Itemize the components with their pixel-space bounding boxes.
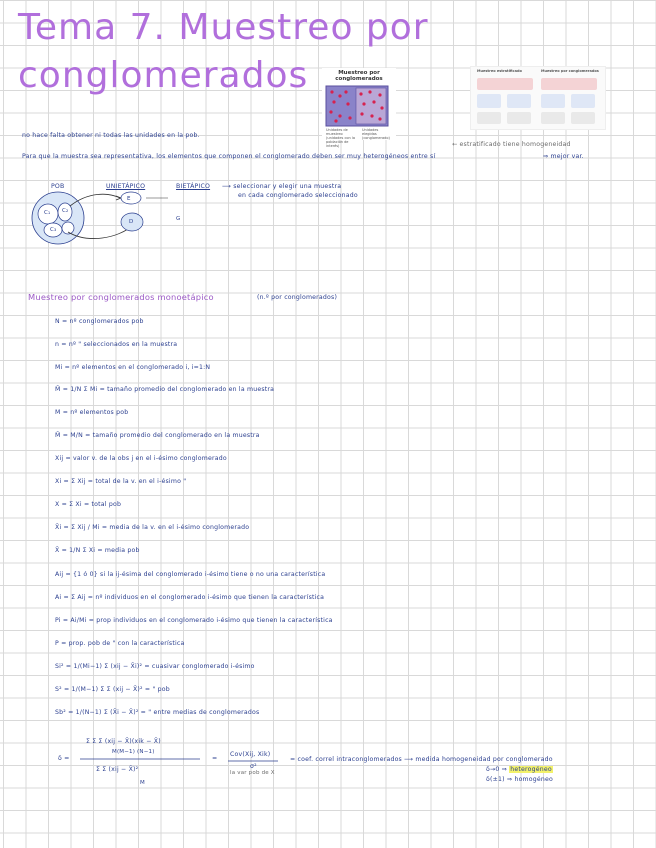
- definition-line: Ai = Σ Aij = nº individuos en el conglomerado i-ésimo que tienen la característica: [55, 594, 325, 601]
- diagram-label-bietapico: BIETÁPICO: [176, 183, 211, 190]
- definition-line: X = Σ Xi = total pob: [55, 501, 122, 508]
- definition-line: Xi = Σ Xij = total de la v. en el i-ésimo ": [55, 478, 187, 485]
- intro-line-2: Para que la muestra sea representativa, los elementos que componen el conglomerado deben ser muy heterogéneos entre sí: [22, 153, 436, 160]
- definition-line: M̄ = 1/N Σ Mi = tamaño promedio del conglomerado en la muestra: [55, 386, 275, 393]
- formula-fraction-bar-2: [228, 760, 278, 762]
- formula-fraction-bar: [80, 758, 200, 760]
- page-title-line1: Tema 7. Muestreo por: [18, 7, 429, 48]
- definition-line: Pi = Ai/Mi = prop individuos en el conglomerado i-ésimo que tienen la característica: [55, 617, 333, 624]
- formula-num2: M(M−1) (N−1): [112, 749, 155, 755]
- definition-line: X̄ = 1/N Σ Xi = media pob: [55, 547, 140, 554]
- figure-title: Muestreo por conglomerados: [335, 70, 383, 82]
- diagram-label-unietapico: UNIETÁPICO: [106, 183, 146, 190]
- definition-line: X̄i = Σ Xij / Mi = media de la v. en el i-ésimo conglomerado: [55, 524, 250, 531]
- definition-line: Xij = valor v. de la obs j en el i-ésimo conglomerado: [55, 455, 227, 462]
- diagram-label-e: E: [127, 196, 131, 202]
- comparison-figure: [470, 66, 606, 130]
- diagram-graphic: [28, 188, 208, 248]
- formula-lhs: δ =: [58, 755, 70, 762]
- diagram-label-pob: POB: [51, 183, 65, 190]
- formula-bullet1-highlight: heterogéneo: [510, 766, 552, 773]
- section-heading: Muestreo por conglomerados monoetápico: [28, 292, 214, 302]
- definition-line: N = nº conglomerados pob: [55, 318, 144, 325]
- definition-line: S² = 1/(M−1) Σ Σ (xij − X̄)² = " pob: [55, 686, 170, 693]
- formula-den1: Σ Σ (xij − X̄)²: [96, 766, 139, 773]
- formula-num1: Σ Σ Σ (xij − X̄)(xik − X̄): [86, 738, 161, 745]
- definition-line: Aij = {1 ó 0} si la ij-ésima del conglomerado i-ésimo tiene o no una característica: [55, 571, 326, 578]
- formula-frac2-note: la var pob de X: [230, 770, 275, 776]
- formula-frac2-num: Cov(Xij, Xik): [230, 751, 271, 758]
- figure-caption-left: Unidades de muestreo (unidades con la población de interés): [326, 128, 355, 148]
- diagram-note-line1: ⟶ seleccionar y elegir una muestra: [222, 183, 342, 190]
- diagram-label-g: G: [176, 216, 181, 222]
- formula-den2: M: [140, 780, 145, 786]
- formula-bullet1: [486, 766, 553, 773]
- diagram-label-d: D: [129, 219, 134, 225]
- conglomerados-figure: [322, 68, 396, 148]
- intro-line-1: no hace falta obtener ni todas las unidades en la pob.: [22, 132, 200, 139]
- definition-line: n = nº " seleccionados en la muestra: [55, 341, 178, 348]
- definition-line: Sb² = 1/(N−1) Σ (X̄i − X̄)² = " entre medias de conglomerados: [55, 709, 260, 716]
- formula-frac2-den: σ²: [250, 763, 257, 770]
- definition-line: P = prop. pob de " con la característica: [55, 640, 185, 647]
- formula-tail: = coef. correl intraconglomerados ⟶ medida homogeneidad por conglomerado: [290, 756, 553, 763]
- intro-arrow-note: ⇒ mejor var.: [543, 153, 584, 160]
- definition-line: Mi = nº elementos en el conglomerado i, i=1:N: [55, 364, 211, 371]
- diagram-note-line2: en cada conglomerado seleccionado: [238, 192, 358, 199]
- definition-line: M̄ = M/N = tamaño promedio del conglomerado en la muestra: [55, 432, 260, 439]
- page-title-line2: conglomerados: [18, 55, 309, 96]
- comparison-grid-graphic: [473, 76, 603, 128]
- diagram-label-c2: C₂: [62, 208, 69, 214]
- definition-line: Si² = 1/(Mi−1) Σ (xij − X̄i)² = cuasivar conglomerado i-ésimo: [55, 663, 255, 670]
- formula-bullet1-prefix: δ→0 ⇒: [486, 766, 508, 773]
- section-subheading: (n.º por conglomerados): [257, 294, 338, 301]
- comparison-left-title: Muestreo estratificado: [477, 69, 522, 73]
- diagram-label-c1: C₁: [44, 210, 51, 216]
- intro-side-note: ← estratificado tiene homogeneidad: [452, 141, 571, 148]
- diagram-label-c3: C₃: [50, 227, 57, 233]
- formula-eq: =: [212, 755, 218, 762]
- formula-bullet2: δ(±1) ⇒ homogéneo: [486, 776, 554, 783]
- definition-line: M = nº elementos pob: [55, 409, 129, 416]
- population-box-graphic: [326, 86, 388, 126]
- figure-caption-right: Unidades elegidas (conglomerado): [362, 128, 390, 140]
- comparison-right-title: Muestreo por conglomerados: [541, 69, 599, 73]
